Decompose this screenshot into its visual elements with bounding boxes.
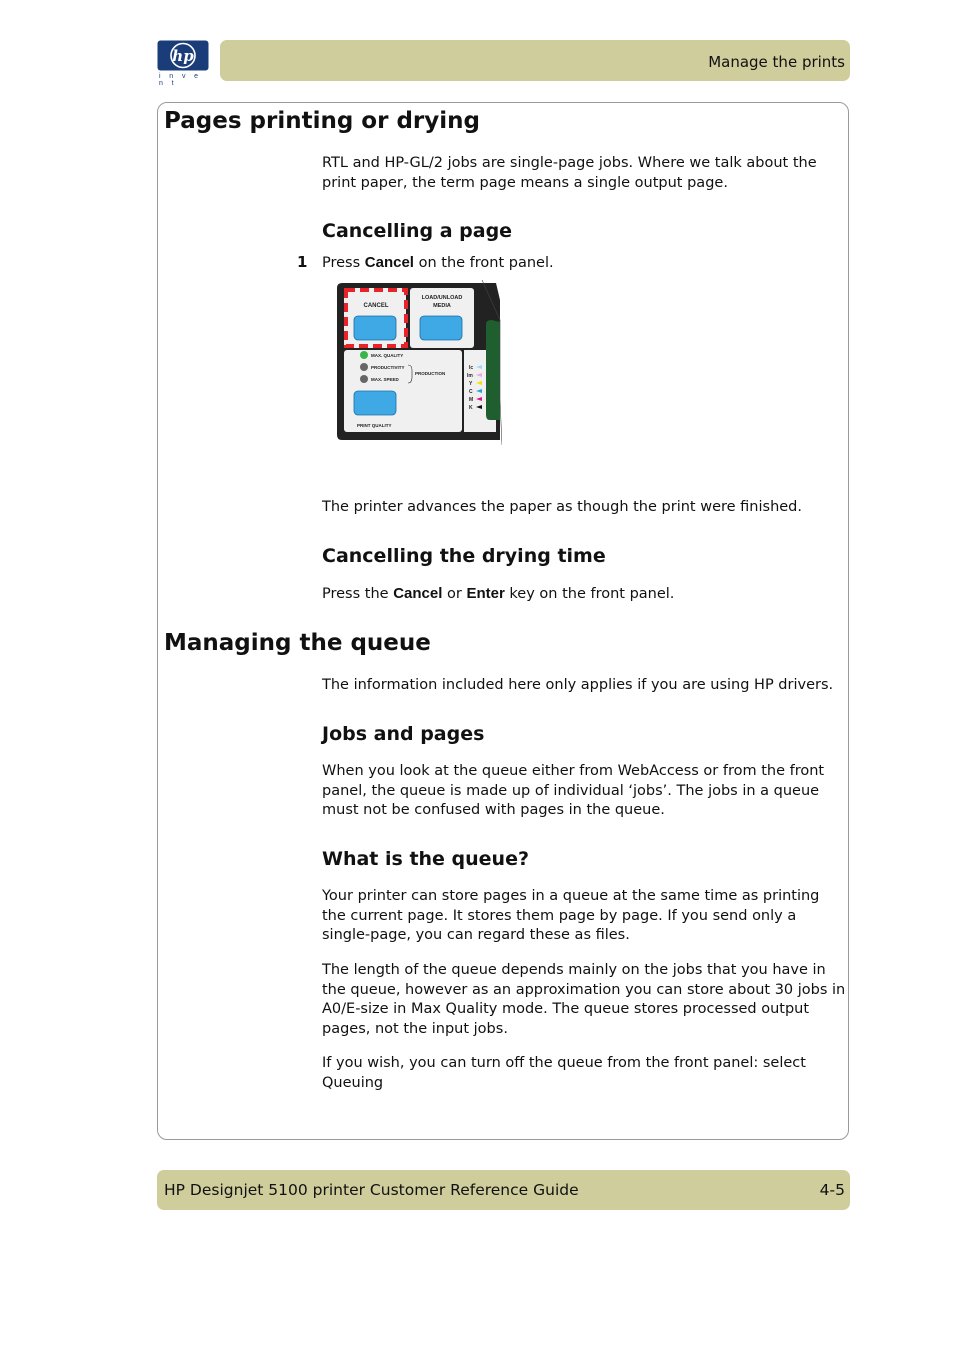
production-label: PRODUCTION (415, 371, 446, 376)
ink-label-k: K (469, 405, 473, 411)
print-quality-button[interactable] (354, 391, 396, 415)
hp-logo-icon (157, 40, 209, 71)
subsection-title-jobs-pages: Jobs and pages (322, 723, 485, 745)
cancel-button[interactable] (354, 316, 396, 340)
footer-bar (157, 1170, 850, 1210)
header-bar (220, 40, 850, 81)
print-quality-label: PRINT QUALITY (357, 423, 392, 428)
running-header: Manage the prints (708, 53, 845, 71)
section-title-pages-printing: Pages printing or drying (164, 108, 480, 134)
hp-logo (157, 40, 209, 87)
section-title-managing-queue: Managing the queue (164, 630, 431, 656)
panel-edge (486, 320, 500, 420)
max-speed-label: MAX. SPEED (371, 377, 399, 382)
subsection-title-cancel-page: Cancelling a page (322, 220, 513, 242)
led-gray-icon (360, 363, 368, 371)
load-unload-button[interactable] (420, 316, 462, 340)
led-green-icon (360, 351, 368, 359)
what-queue-paragraph-1: Your printer can store pages in a queue at the same time as printing the current page. It stores them page by page. If you send only a single-page, you can regard these as files. (322, 888, 820, 943)
enter-key-label: Enter (466, 585, 505, 602)
cancel-drying-text-post: key on the front panel. (504, 586, 675, 602)
ink-label-y: Y (469, 381, 473, 387)
cancel-label: CANCEL (363, 303, 389, 309)
cancel-page-result: The printer advances the paper as though the print were finished. (322, 499, 802, 515)
what-queue-paragraph-3: If you wish, you can turn off the queue from the front panel: select Queuing (322, 1055, 806, 1091)
cancel-key-label: Cancel (364, 254, 414, 271)
section2-intro: The information included here only applies if you are using HP drivers. (322, 677, 834, 693)
load-label-line1: LOAD/UNLOAD (421, 295, 463, 301)
cancel-drying-text-mid: or (442, 586, 467, 602)
ink-label-c: C (469, 389, 473, 395)
cancel-drying-text (322, 584, 846, 605)
cancel-key-label: Cancel (393, 585, 443, 602)
subsection-title-cancel-drying: Cancelling the drying time (322, 545, 606, 567)
front-panel-illustration (336, 280, 502, 445)
svg-text:hp: hp (172, 47, 194, 65)
footer-title: HP Designjet 5100 printer Customer Reference Guide (164, 1181, 579, 1199)
step-text-pre: Press (322, 255, 365, 271)
subsection-title-what-queue: What is the queue? (322, 848, 529, 870)
step-text (322, 253, 846, 274)
ink-label-lm: lm (467, 373, 473, 379)
step-text-post: on the front panel. (413, 255, 554, 271)
led-gray-icon (360, 375, 368, 383)
logo-tagline: i n v e n t (159, 73, 202, 87)
step-number: 1 (297, 253, 308, 271)
productivity-label: PRODUCTIVITY (371, 365, 405, 370)
load-label-line2: MEDIA (433, 303, 451, 309)
ink-label-lc: lc (469, 365, 474, 371)
max-quality-label: MAX. QUALITY (371, 353, 404, 358)
ink-label-m: M (469, 397, 474, 403)
what-queue-paragraph-2: The length of the queue depends mainly on the jobs that you have in the queue, however as an approximation you can store about 30 jobs in A0/E-size in Max Quality mode. The queue stores processed output pages, not the input jobs. (322, 962, 846, 1037)
section1-intro: RTL and HP-GL/2 jobs are single-page jobs. Where we talk about the print paper, the term page means a single output page. (322, 155, 817, 191)
page-number: 4-5 (819, 1181, 845, 1199)
cancel-drying-text-pre: Press the (322, 586, 394, 602)
jobs-pages-text: When you look at the queue either from WebAccess or from the front panel, the queue is made up of individual ‘jobs’. The jobs in a queue must not be confused with pages in the queue. (322, 763, 825, 818)
